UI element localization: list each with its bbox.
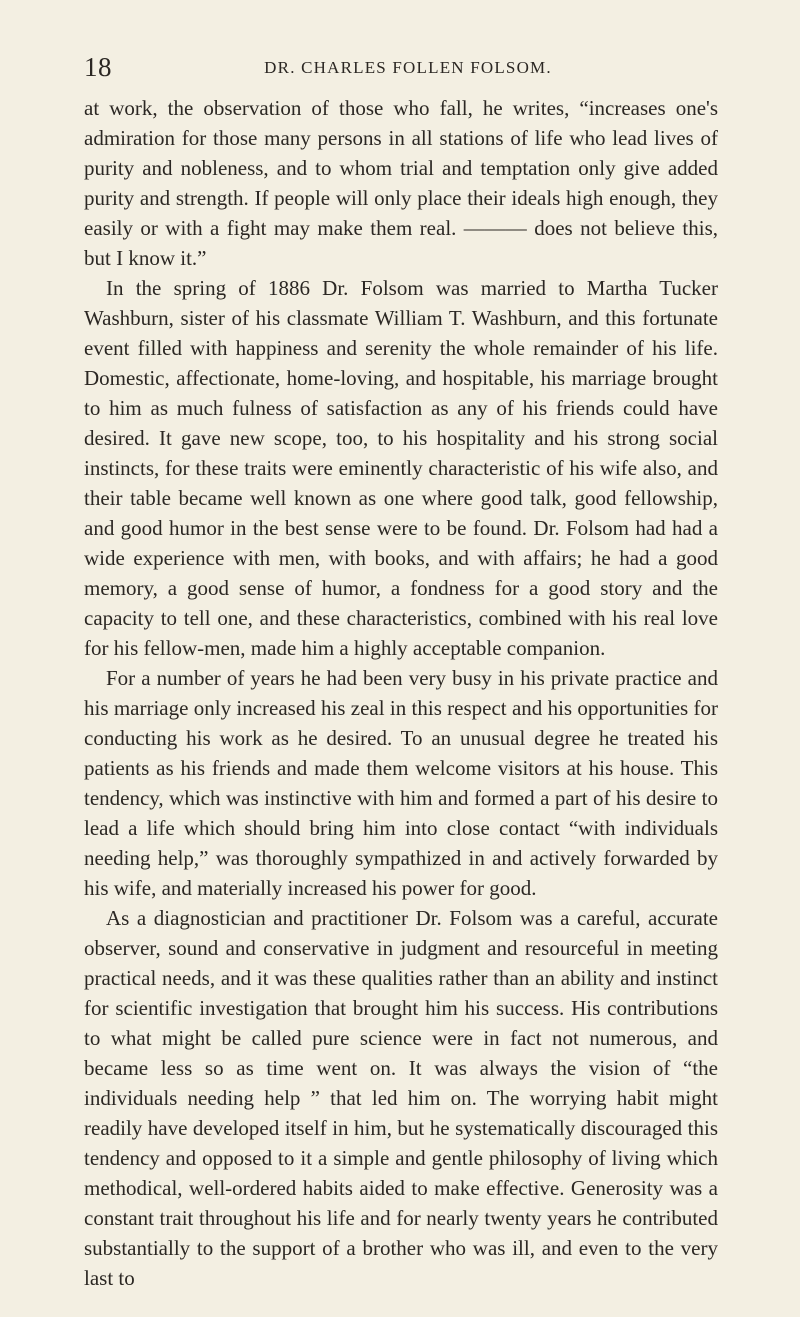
body-text — [84, 93, 718, 1293]
running-title: DR. CHARLES FOLLEN FOLSOM. — [264, 58, 552, 77]
paragraph-marriage: In the spring of 1886 Dr. Folsom was married to Martha Tucker Washburn, sister of his classmate William T. Washburn, and this fortunate event filled with happiness and serenity the whole remainder of his life. Domestic, affectionate, home-loving, and hospitable, his marriage brought to him as much fulness of satisfaction as any of his friends could have desired. It gave new scope, too, to his hospitality and his strong social instincts, for these traits were eminently characteristic of his wife also, and their table became well known as one where good talk, good fellowship, and good humor in the best sense were to be found. Dr. Folsom had had a wide experience with men, with books, and with affairs; he had a good memory, a good sense of humor, a fondness for a good story and the capacity to tell one, and these characteristics, combined with his real love for his fellow-men, made him a highly acceptable companion. — [84, 276, 718, 660]
running-head — [84, 52, 712, 82]
paragraph-private-practice: For a number of years he had been very busy in his private practice and his marriage only increased his zeal in this respect and his opportunities for conducting his work as he desired. To an unusual degree he treated his patients as his friends and made them welcome visitors at his house. This tendency, which was instinctive with him and formed a part of his desire to lead a life which should bring him into close contact “with individuals needing help,” was thoroughly sympathized in and actively forwarded by his wife, and materially increased his power for good. — [84, 666, 718, 900]
paragraph-diagnostician: As a diagnostician and practitioner Dr. Folsom was a careful, accurate observer, sound and conservative in judgment and resourceful in meeting practical needs, and it was these qualities rather than an ability and instinct for scientific investigation that brought him his success. His contributions to what might be called pure science were in fact not numerous, and became less so as time went on. It was always the vision of “the individuals needing help ” that led him on. The worrying habit might readily have developed itself in him, but he systematically discouraged this tendency and opposed to it a simple and gentle philosophy of living which methodical, well-ordered habits aided to make effective. Generosity was a constant trait throughout his life and for nearly twenty years he contributed substantially to the support of a brother who was ill, and even to the very last to — [84, 906, 718, 1290]
paragraph-continued-quote: at work, the observation of those who fall, he writes, “increases one's admiration for those many persons in all stations of life who lead lives of purity and nobleness, and to whom trial and temptation only give added purity and strength. If people will only place their ideals high enough, they easily or with a fight may make them real. ——— does not believe this, but I know it.” — [84, 96, 718, 270]
page-number: 18 — [84, 52, 112, 82]
